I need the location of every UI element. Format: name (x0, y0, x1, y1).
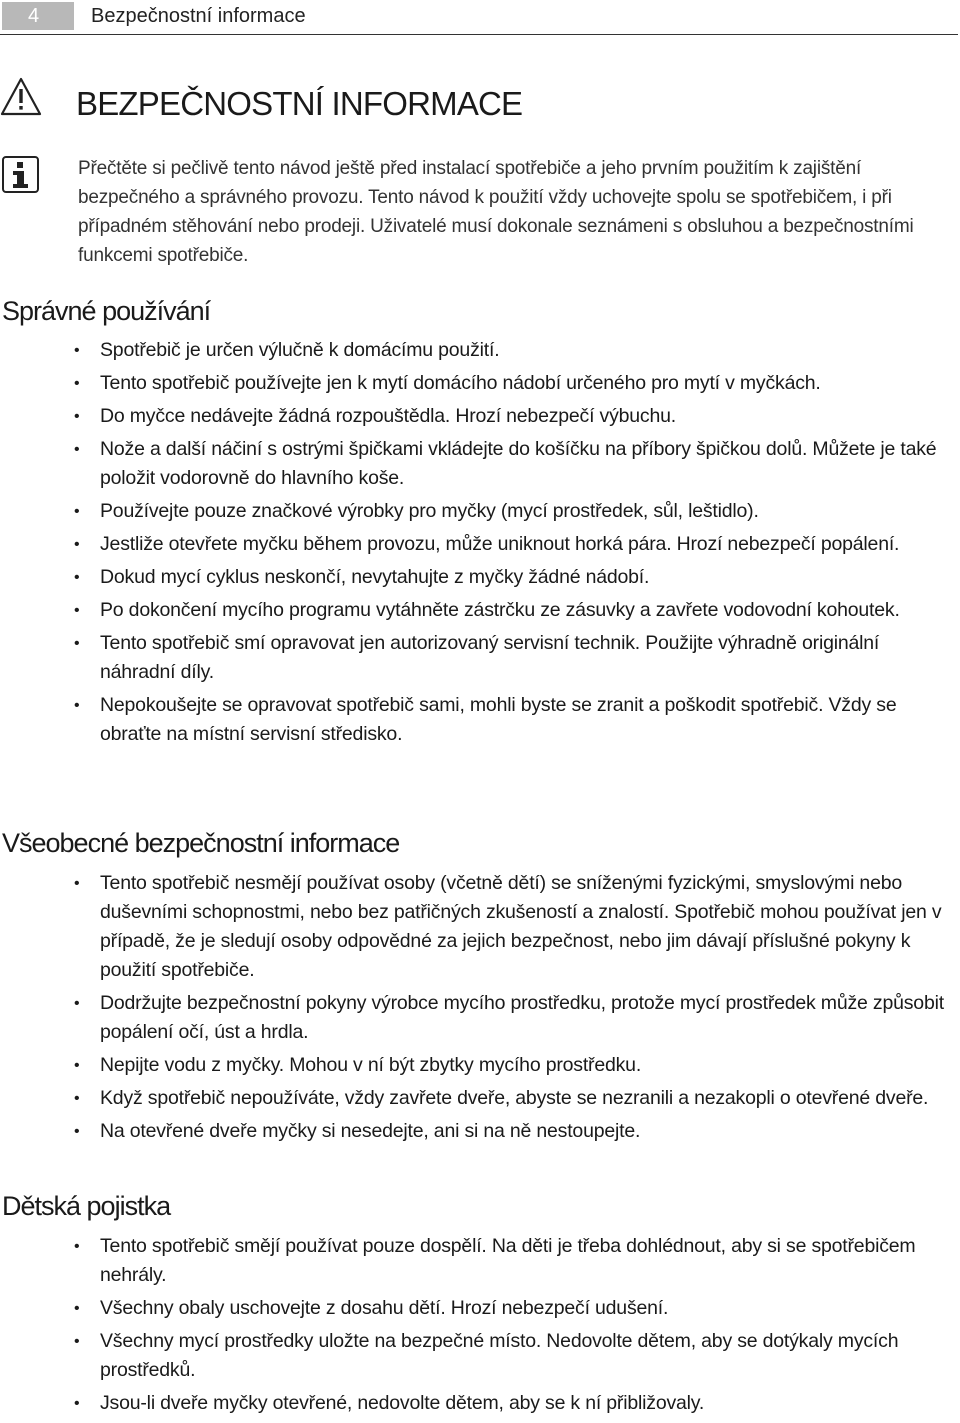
page-title: BEZPEČNOSTNÍ INFORMACE (76, 85, 523, 122)
list-item: • Používejte pouze značkové výrobky pro myčky (mycí prostředek, sůl, leštidlo). (72, 497, 948, 526)
list-item: • Jsou-li dveře myčky otevřené, nedovolte dětem, aby se k ní přibližovaly. (72, 1389, 948, 1418)
list-item: • Tento spotřebič smí opravovat jen autorizovaný servisní technik. Použijte výhradně originální náhradní díly. (72, 629, 948, 687)
page-number: 4 (2, 2, 74, 30)
list-item: • Všechny obaly uschovejte z dosahu dětí. Hrozí nebezpečí udušení. (72, 1294, 948, 1323)
section-list-child-safety (72, 1232, 948, 1422)
list-item: • Nepokoušejte se opravovat spotřebič sami, mohli byste se zranit a poškodit spotřebič. Vždy se obraťte na místní servisní středisko. (72, 691, 948, 749)
header-rule (0, 34, 958, 35)
list-item: • Na otevřené dveře myčky si nesedejte, ani si na ně nestoupejte. (72, 1117, 948, 1146)
list-item: • Dodržujte bezpečnostní pokyny výrobce mycího prostředku, protože mycí prostředek může způsobit popálení očí, úst a hrdla. (72, 989, 948, 1047)
intro-paragraph: Přečtěte si pečlivě tento návod ještě před instalací spotřebiče a jeho prvním použitím k zajištění bezpečného a správného provozu. Tento návod k použití vždy uchovejte spolu se spotřebičem, i při případném stěhování nebo prodeji. Uživatelé musí dokonale seznámeni s obsluhou a bezpečnostními funkcemi spotřebiče. (78, 158, 914, 266)
list-item: • Nože a další náčiní s ostrými špičkami vkládejte do košíčku na příbory špičkou dolů. Můžete je také položit vodorovně do hlavního koše. (72, 435, 948, 493)
list-item: • Jestliže otevřete myčku během provozu, může uniknout horká pára. Hrozí nebezpečí popálení. (72, 530, 948, 559)
section-list-general-safety (72, 869, 948, 1150)
list-item: • Tento spotřebič smějí používat pouze dospělí. Na děti je třeba dohlédnout, aby si se spotřebičem nehrály. (72, 1232, 948, 1290)
list-item: • Po dokončení mycího programu vytáhněte zástrčku ze zásuvky a zavřete vodovodní kohoutek. (72, 596, 948, 625)
section-heading-general-safety: Všeobecné bezpečnostní informace (2, 828, 400, 858)
section-heading-correct-use: Správné používání (2, 296, 211, 326)
list-item: • Všechny mycí prostředky uložte na bezpečné místo. Nedovolte dětem, aby se dotýkaly mycích prostředků. (72, 1327, 948, 1385)
list-item: • Tento spotřebič nesmějí používat osoby (včetně dětí) se sníženými fyzickými, smyslovými nebo duševními schopnostmi, nebo bez patřičných zkušeností a znalostí. Spotřebič mohou používat jen v případě, že je sledují osoby odpovědné za jejich bezpečnost, nebo jim dávají příslušné pokyny k použití spotřebiče. (72, 869, 948, 985)
list-item: • Když spotřebič nepoužíváte, vždy zavřete dveře, abyste se nezranili a nezakopli o otevřené dveře. (72, 1084, 948, 1113)
running-title: Bezpečnostní informace (91, 5, 306, 27)
list-item: • Nepijte vodu z myčky. Mohou v ní být zbytky mycího prostředku. (72, 1051, 948, 1080)
section-list-correct-use (72, 336, 948, 753)
list-item: • Spotřebič je určen výlučně k domácímu použití. (72, 336, 948, 365)
warning-triangle-icon (0, 77, 42, 117)
info-icon (2, 156, 39, 193)
list-item: • Do myčce nedávejte žádná rozpouštědla. Hrozí nebezpečí výbuchu. (72, 402, 948, 431)
page-header (0, 0, 960, 36)
section-heading-child-safety: Dětská pojistka (2, 1191, 171, 1221)
list-item: • Dokud mycí cyklus neskončí, nevytahujte z myčky žádné nádobí. (72, 563, 948, 592)
list-item: • Tento spotřebič používejte jen k mytí domácího nádobí určeného pro mytí v myčkách. (72, 369, 948, 398)
